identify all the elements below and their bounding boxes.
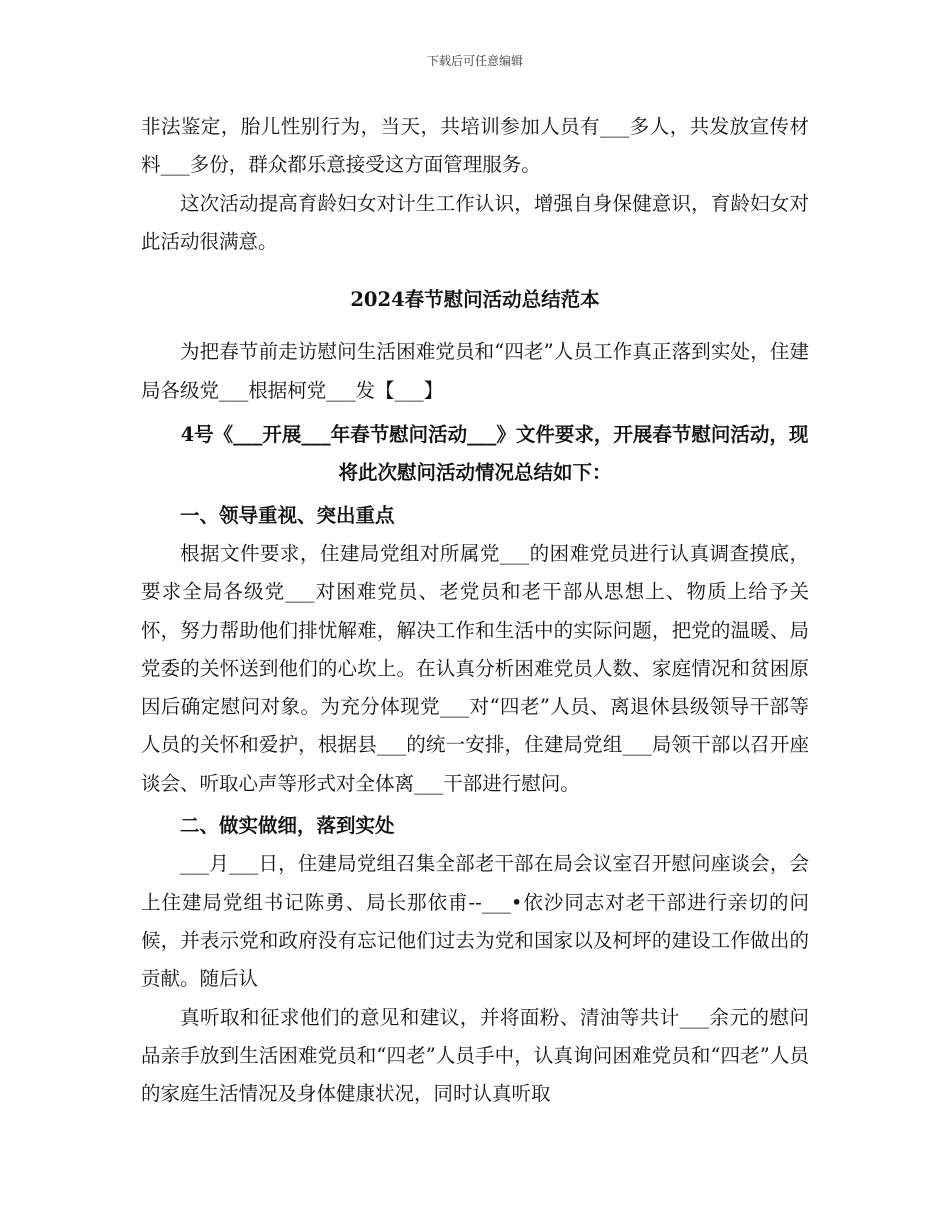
document-title: 2024春节慰问活动总结范本 — [350, 288, 600, 312]
paragraph-summary: 这次活动提高育龄妇女对计生工作认识，增强自身保健意识，育龄妇女对此活动很满意。 — [141, 191, 809, 253]
paragraph-section-1: 根据文件要求，住建局党组对所属党___的困难党员进行认真调查摸底，要求全局各级党___对困难党员、老党员和老干部从思想上、物质上给予关怀，努力帮助他们排忧解难，解决工作和生活中的实际问题，把党的温暖、局党委的关怀送到他们的心坎上。在认真分析困难党员人数、家庭情况和贫困原因后确定慰问对象。为充分体现党___对“四老”人员、离退休县级领导干部等人员的关怀和爱护，根据县___的统一安排，住建局党组___局领干部以召开座谈会、听取心声等形式对全体离___干部进行慰问。 — [141, 541, 809, 795]
page-header: 下载后可任意编辑 — [426, 54, 523, 68]
paragraph-section-2a: ___月___日，住建局党组召集全部老干部在局会议室召开慰问座谈会，会上住建局党组书记陈勇、局长那依甫--___•依沙同志对老干部进行亲切的问候，并表示党和政府没有忘记他们过去为党和国家以及柯坪的建设工作做出的贡献。随后认 — [141, 852, 809, 991]
section-heading-1: 一、领导重视、突出重点 — [180, 503, 395, 527]
paragraph-intro: 为把春节前走访慰问生活困难党员和“四老”人员工作真正落到实处，住建局各级党___根据柯党___发【___】 — [141, 340, 809, 402]
paragraph-continued: 非法鉴定，胎儿性别行为，当天，共培训参加人员有___多人，共发放宣传材料___多份，群众都乐意接受这方面管理服务。 — [141, 115, 809, 177]
paragraph-intro-bold: 4号《___开展___年春节慰问活动___》文件要求，开展春节慰问活动，现将此次慰问活动情况总结如下： — [180, 423, 809, 485]
section-heading-2: 二、做实做细，落到实处 — [180, 814, 395, 838]
paragraph-section-2b: 真听取和征求他们的意见和建议，并将面粉、清油等共计___余元的慰问品亲手放到生活困难党员和“四老”人员手中，认真询问困难党员和“四老”人员的家庭生活情况及身体健康状况，同时认真听取 — [141, 1005, 809, 1106]
document-body — [141, 108, 809, 1113]
